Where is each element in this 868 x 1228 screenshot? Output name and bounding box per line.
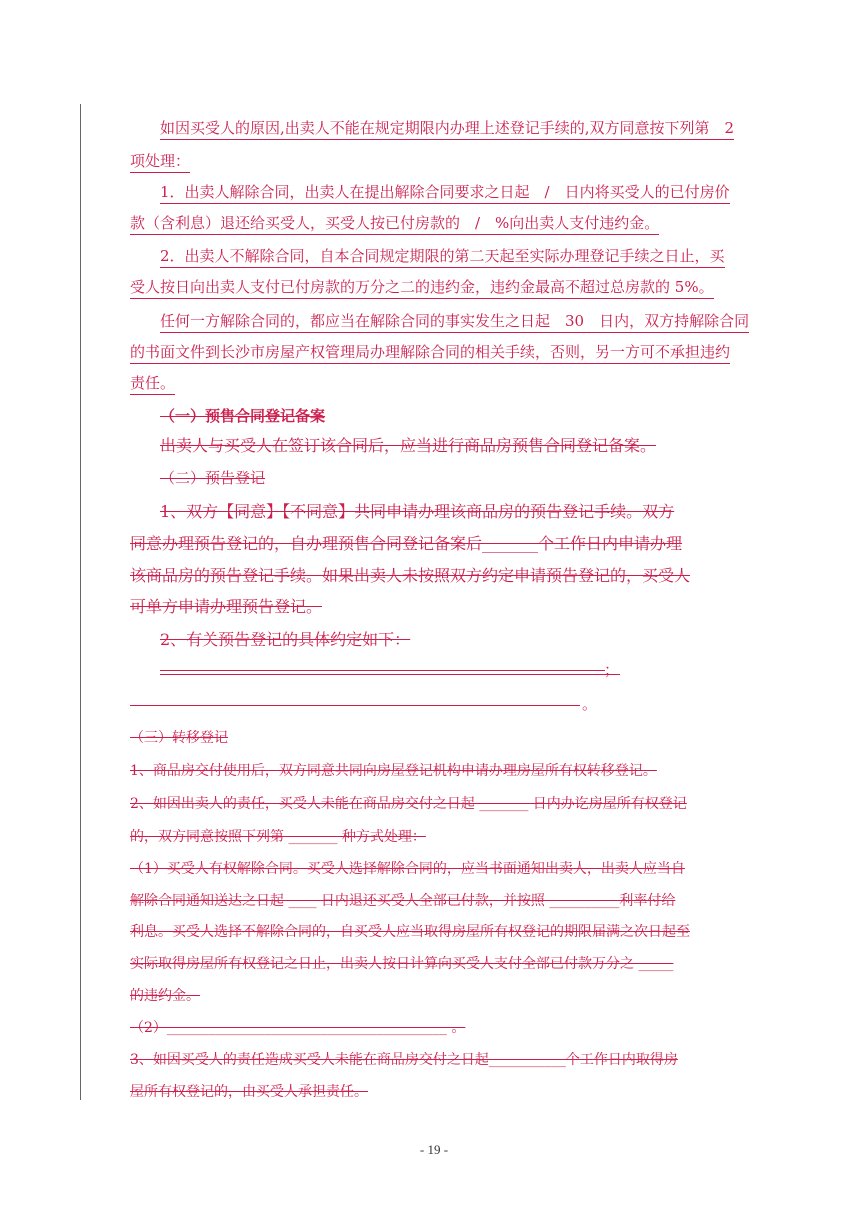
buyer-liability-line-2: 屋所有权登记的，由买受人承担责任。	[130, 1084, 368, 1100]
seller-liability-line-1: 2、如因出卖人的责任，买受人未能在商品房交付之日起 _______ 日内办讫房屋所有权登记	[130, 796, 687, 812]
option-1-line-1: 1．出卖人解除合同，出卖人在提出解除合同要求之日起 / 日内将买受人的已付房价	[160, 182, 730, 204]
option-2-line-1: 2．出卖人不解除合同，自本合同规定期限的第二天起至实际办理登记手续之日止，买	[160, 246, 725, 268]
method-1-line-1: （1）买受人有权解除合同。买受人选择解除合同的，应当书面通知出卖人，出卖人应当自	[130, 861, 685, 877]
para-1-line-2: 项处理：	[130, 151, 190, 173]
heading-transfer-registration: （三）转移登记	[130, 730, 228, 746]
para-1-line-1: 如因买受人的原因,出卖人不能在规定期限内办理上述登记手续的,双方同意按下列第 2	[160, 118, 734, 140]
method-1-line-2: 解除合同通知送达之日起 ____ 日内退还买受人全部已付款，并按照 __________利率付给	[130, 893, 676, 909]
advance-registration-terms: 2、有关预告登记的具体约定如下：	[160, 630, 411, 649]
page-number: - 19 -	[419, 1142, 449, 1157]
option-1-line-2: 款（含利息）退还给买受人，买受人按已付房款的 / %向出卖人支付违约金。	[130, 213, 659, 235]
advance-registration-line-1: 1、双方【同意】【不同意】共同申请办理该商品房的预告登记手续。双方	[160, 502, 675, 521]
heading-presale-filing: （一）预售合同登记备案	[160, 407, 326, 425]
buyer-liability-line-1: 3、如因买受人的责任造成买受人未能在商品房交付之日起___________个工作日内取得房	[130, 1052, 678, 1068]
seller-liability-line-2: 的，双方同意按照下列第 _______ 种方式处理：	[130, 829, 426, 845]
blank-line-2-end: 。	[582, 695, 598, 713]
blank-line-2	[130, 705, 580, 706]
presale-filing-text: 出卖人与买受人在签订该合同后，应当进行商品房预售合同登记备案。	[160, 436, 657, 455]
advance-registration-line-4: 可单方申请办理预告登记。	[130, 597, 323, 616]
method-1-line-3: 利息。买受人选择不解除合同的，自买受人应当取得房屋所有权登记的期限届满之次日起至	[130, 924, 690, 940]
para-3-line-1: 任何一方解除合同的，都应当在解除合同的事实发生之日起 30 日内，双方持解除合同	[160, 311, 749, 333]
method-1-line-5: 的违约金。	[130, 988, 200, 1004]
method-1-line-4: 实际取得房屋所有权登记之日止，出卖人按日计算向买受人支付全部已付款万分之 _____	[130, 956, 674, 972]
para-3-line-3: 责任。	[130, 373, 175, 395]
heading-advance-registration: （二）预告登记	[160, 469, 266, 487]
method-2-line: （2）________________________________________ 。	[130, 1020, 466, 1036]
transfer-registration-clause-1: 1、商品房交付使用后，双方同意共同向房屋登记机构申请办理房屋所有权转移登记。	[130, 763, 657, 779]
blank-line-1a	[160, 670, 605, 671]
revision-margin-bar	[80, 104, 81, 1100]
option-2-line-2: 受人按日向出卖人支付已付房款的万分之二的违约金，违约金最高不超过总房款的 5%。	[130, 277, 714, 299]
blank-line-1b	[160, 674, 620, 675]
advance-registration-line-3: 该商品房的预告登记手续。如果出卖人未按照双方约定申请预告登记的，买受人	[130, 566, 691, 585]
advance-registration-line-2: 同意办理预告登记的，自办理预售合同登记备案后_______个工作日内申请办理	[130, 534, 683, 553]
blank-line-1-end: ；	[604, 661, 620, 679]
para-3-line-2: 的书面文件到长沙市房屋产权管理局办理解除合同的相关手续，否则，另一方可不承担违约	[130, 342, 730, 364]
